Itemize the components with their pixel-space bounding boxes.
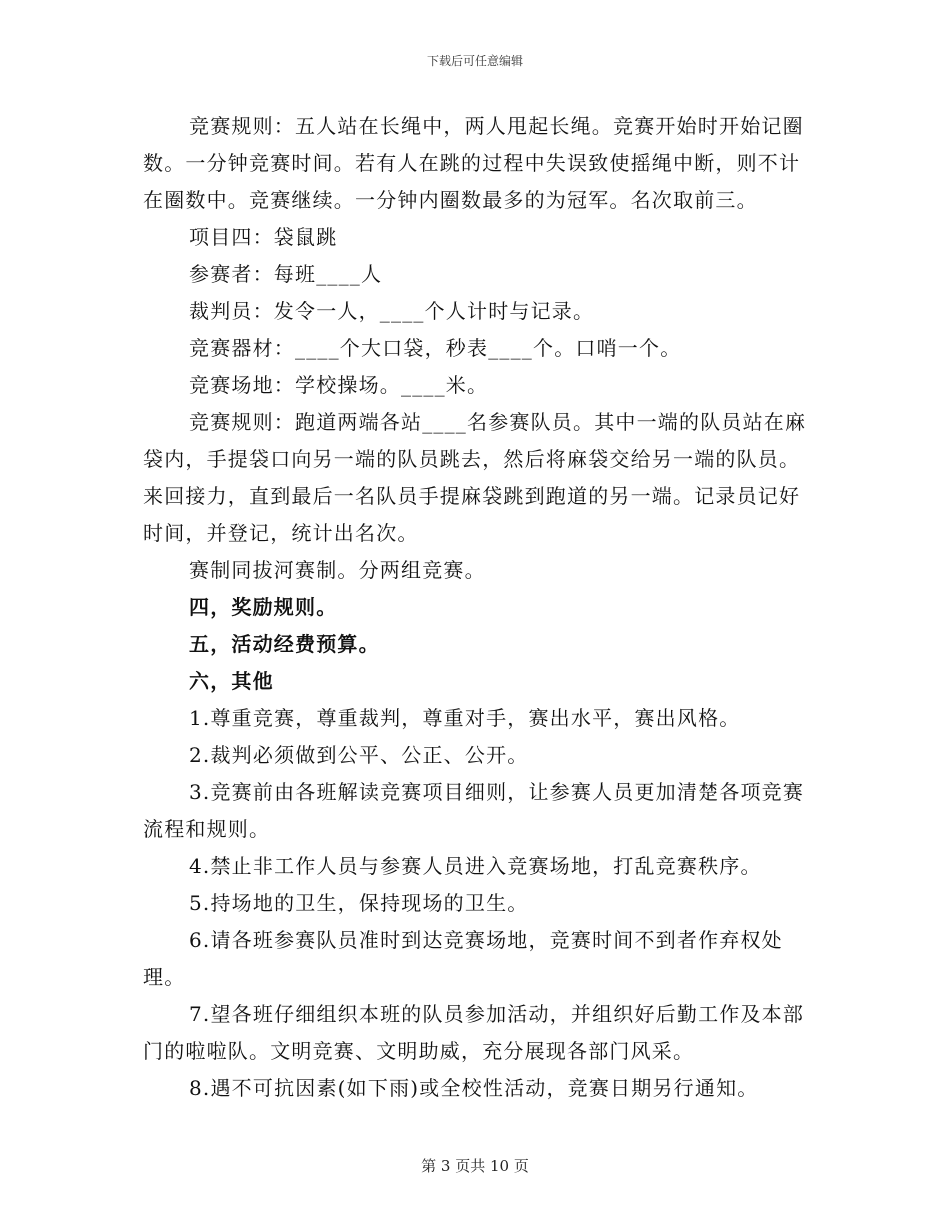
page-number-footer: 第 3 页共 10 页 — [421, 1157, 529, 1175]
list-item-4: 4.禁止非工作人员与参赛人员进入竞赛场地，打乱竞赛秩序。 — [189, 854, 762, 878]
document-body — [143, 108, 808, 1107]
list-item-3: 3.竞赛前由各班解读竞赛项目细则，让参赛人员更加清楚各项竞赛流程和规则。 — [143, 780, 805, 841]
list-item-6: 6.请各班参赛队员准时到达竞赛场地，竞赛时间不到者作弃权处理。 — [143, 928, 783, 989]
list-item-8: 8.遇不可抗因素(如下雨)或全校性活动，竞赛日期另行通知。 — [189, 1076, 759, 1100]
list-item-7: 7.望各班仔细组织本班的队员参加活动，并组织好后勤工作及本部门的啦啦队。文明竞赛、文明助威，充分展现各部门风采。 — [143, 1002, 805, 1063]
list-item-1: 1.尊重竞赛，尊重裁判，尊重对手，赛出水平，赛出风格。 — [189, 706, 741, 730]
paragraph-event-title: 项目四：袋鼠跳 — [189, 225, 338, 249]
paragraph-rules-kangaroo: 竞赛规则：跑道两端各站____名参赛队员。其中一端的队员站在麻袋内，手提袋口向另一端的队员跳去，然后将麻袋交给另一端的队员。来回接力，直到最后一名队员手提麻袋跳到跑道的另一端。记录员记好时间，并登记，统计出名次。 — [143, 410, 807, 545]
list-item-2: 2.裁判必须做到公平、公正、公开。 — [189, 743, 529, 767]
paragraph-rules-rope: 竞赛规则：五人站在长绳中，两人甩起长绳。竞赛开始时开始记圈数。一分钟竞赛时间。若有人在跳的过程中失误致使摇绳中断，则不计在圈数中。竞赛继续。一分钟内圈数最多的为冠军。名次取前三。 — [143, 114, 804, 212]
section-heading-other: 六，其他 — [189, 669, 274, 693]
paragraph-participants: 参赛者：每班____人 — [189, 262, 383, 286]
page-header-note: 下载后可任意编辑 — [426, 54, 523, 68]
paragraph-equipment: 竞赛器材：____个大口袋，秒表____个。口哨一个。 — [189, 336, 682, 360]
paragraph-referees: 裁判员：发令一人，____个人计时与记录。 — [189, 299, 595, 323]
list-item-5: 5.持场地的卫生，保持现场的卫生。 — [189, 891, 529, 915]
paragraph-format: 赛制同拔河赛制。分两组竞赛。 — [189, 558, 486, 582]
section-heading-budget: 五，活动经费预算。 — [189, 632, 380, 656]
section-heading-rewards: 四，奖励规则。 — [189, 595, 338, 619]
paragraph-venue: 竞赛场地：学校操场。____米。 — [189, 373, 489, 397]
